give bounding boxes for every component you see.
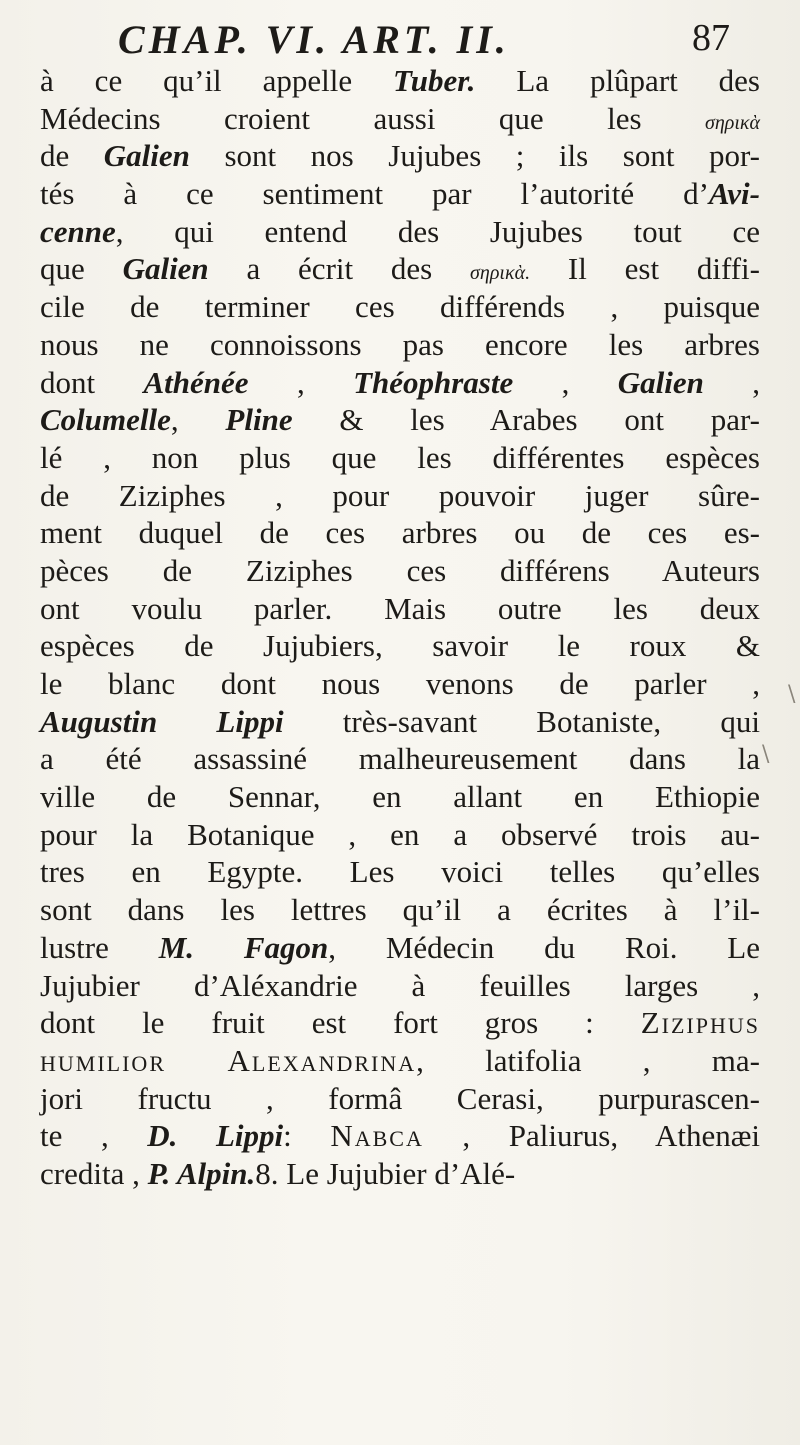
text-segment: Médecins croient aussi que les xyxy=(40,100,705,136)
body-text xyxy=(40,62,760,1193)
text-line xyxy=(40,853,760,891)
italic-name: Augustin Lippi xyxy=(40,703,284,739)
text-line xyxy=(40,967,760,1005)
text-segment: Jujubier d’Aléxandrie à feuilles larges , xyxy=(40,967,760,1003)
text-line xyxy=(40,816,760,854)
text-line xyxy=(40,1117,760,1155)
greek-word: σηρικὰ xyxy=(704,111,760,134)
text-segment: 8. Le Jujubier d’Alé- xyxy=(255,1155,516,1191)
text-segment: pour la Botanique , en a observé trois au- xyxy=(40,816,760,852)
italic-name: Théophraste xyxy=(353,364,514,400)
italic-name: Galien xyxy=(122,251,209,287)
greek-word: σηρικὰ. xyxy=(470,262,531,285)
text-segment: , Paliurus, Athenæi xyxy=(423,1118,760,1154)
italic-name: D. Lippi xyxy=(147,1118,284,1154)
italic-name: P. Alpin. xyxy=(147,1155,256,1191)
text-segment: que xyxy=(40,251,123,287)
chapter-heading: CHAP. VI. ART. II. xyxy=(118,17,510,62)
text-line xyxy=(40,590,760,628)
italic-name: Avi- xyxy=(708,176,760,212)
text-line xyxy=(40,514,760,552)
text-segment: Il est diffi- xyxy=(530,251,760,287)
text-segment: nous ne connoissons pas encore les arbres xyxy=(40,326,760,362)
text-line xyxy=(40,326,760,364)
text-segment: pèces de Ziziphes ces différens Auteurs xyxy=(40,552,760,588)
text-line xyxy=(40,364,760,402)
text-segment: lé , non plus que les différentes espèces xyxy=(40,439,760,475)
margin-speck: \ xyxy=(762,742,770,767)
text-segment: tés à ce sentiment par l’autorité d’ xyxy=(40,176,709,212)
text-segment: te , xyxy=(40,1118,148,1154)
text-line xyxy=(40,439,760,477)
italic-name: Galien xyxy=(617,364,704,400)
text-segment: jori fructu , formâ Cerasi, purpurascen- xyxy=(40,1080,760,1116)
text-line xyxy=(40,401,760,439)
text-line xyxy=(40,100,760,138)
text-line xyxy=(40,175,760,213)
text-segment: sont dans les lettres qu’il a écrites à l’il- xyxy=(40,892,760,928)
text-segment: , qui entend des Jujubes tout ce xyxy=(115,213,760,249)
text-line xyxy=(40,1155,760,1193)
text-segment: lustre xyxy=(40,929,159,965)
text-segment: ville de Sennar, en allant en Ethiopie xyxy=(40,779,760,815)
text-segment: a été assassiné malheureusement dans la xyxy=(40,741,760,777)
text-segment: ont voulu parler. Mais outre les deux xyxy=(40,590,760,626)
text-segment: de xyxy=(40,138,104,174)
text-line xyxy=(40,665,760,703)
text-line xyxy=(40,740,760,778)
text-line xyxy=(40,250,760,288)
text-segment: dont xyxy=(40,364,144,400)
small-caps-term: humilior Alexandrina xyxy=(40,1042,417,1078)
text-segment: , latifolia , ma- xyxy=(416,1042,760,1078)
small-caps-term: Ziziphus xyxy=(640,1005,760,1041)
text-line xyxy=(40,929,760,967)
margin-speck: \ xyxy=(788,682,796,707)
text-segment: credita , xyxy=(40,1155,148,1191)
italic-name: cenne xyxy=(40,213,116,249)
text-segment: à ce qu’il appelle xyxy=(40,63,394,98)
text-line xyxy=(40,288,760,326)
text-segment: tres en Egypte. Les voici telles qu’elles xyxy=(40,854,760,890)
text-line xyxy=(40,552,760,590)
text-line xyxy=(40,1080,760,1118)
italic-name: M. Fagon xyxy=(158,929,329,965)
text-segment: cile de terminer ces différends , puisque xyxy=(40,289,760,325)
text-line xyxy=(40,778,760,816)
text-line xyxy=(40,137,760,175)
text-line xyxy=(40,62,760,100)
text-segment: très-savant Botaniste, qui xyxy=(283,703,760,739)
text-segment: a écrit des xyxy=(208,251,471,287)
text-segment: de Ziziphes , pour pouvoir juger sûre- xyxy=(40,477,760,513)
text-segment: : xyxy=(283,1118,331,1154)
text-line xyxy=(40,477,760,515)
text-line xyxy=(40,1004,760,1042)
small-caps-term: Nabca xyxy=(330,1118,424,1154)
page-number: 87 xyxy=(692,17,730,59)
italic-name: Columelle xyxy=(40,402,171,438)
text-segment: , xyxy=(513,364,618,400)
text-line xyxy=(40,1042,760,1080)
text-line xyxy=(40,703,760,741)
text-segment: espèces de Jujubiers, savoir le roux & xyxy=(40,628,760,664)
text-segment: le blanc dont nous venons de parler , xyxy=(40,666,760,701)
text-segment: , xyxy=(703,364,760,400)
italic-name: Pline xyxy=(225,402,293,438)
italic-name: Athénée xyxy=(143,364,249,400)
italic-name: Galien xyxy=(103,138,190,174)
running-header xyxy=(0,10,800,62)
text-segment: & les Arabes ont par- xyxy=(292,402,761,438)
text-line xyxy=(40,213,760,251)
italic-name: Tuber. xyxy=(393,63,476,98)
text-segment: , xyxy=(248,364,354,400)
text-line xyxy=(40,627,760,665)
text-line xyxy=(40,891,760,929)
text-segment: ment duquel de ces arbres ou de ces es- xyxy=(40,515,760,551)
text-segment: La plûpart des xyxy=(475,63,760,98)
text-segment: , Médecin du Roi. Le xyxy=(328,929,760,965)
text-segment: dont le fruit est fort gros : xyxy=(40,1005,641,1041)
text-segment: , xyxy=(170,402,226,438)
text-segment: sont nos Jujubes ; ils sont por- xyxy=(189,138,760,174)
